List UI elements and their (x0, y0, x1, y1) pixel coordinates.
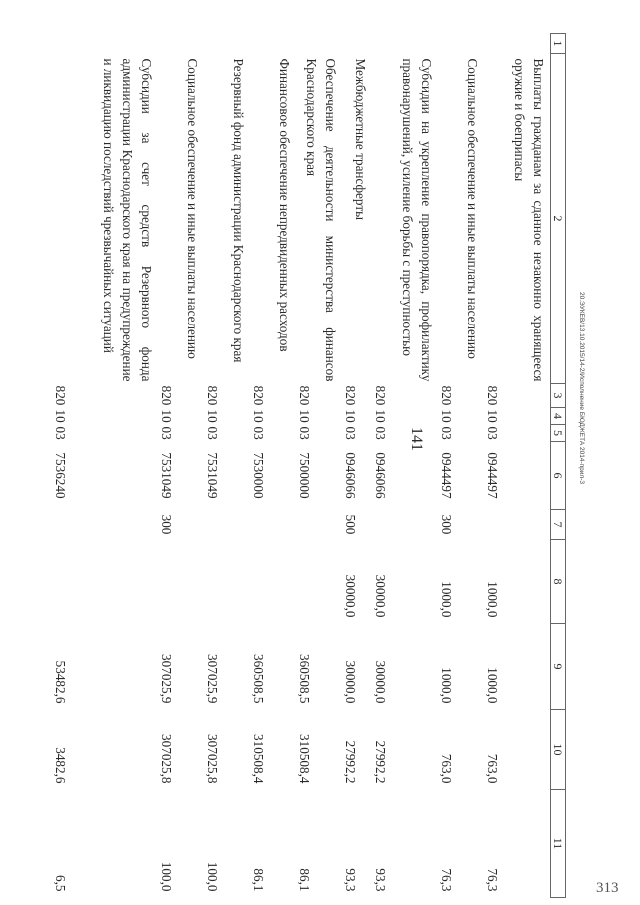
value-updated: 30000,0 (343, 660, 358, 704)
row-name: Социальное обеспечение и иные выплаты населению (465, 58, 480, 359)
value-actual: 763,0 (485, 753, 500, 784)
value-updated: 307025,9 (205, 654, 220, 704)
value-updated: 360508,5 (297, 654, 312, 704)
value-updated: 307025,9 (159, 654, 174, 704)
value-actual: 27992,2 (373, 740, 388, 784)
value-percent: 93,3 (373, 868, 388, 892)
value-updated: 30000,0 (373, 660, 388, 704)
value-plan (250, 540, 296, 624)
table-row (438, 34, 484, 898)
code-expense-type (484, 510, 551, 540)
page-number-bottom: 313 (596, 880, 619, 896)
value-percent: 100,0 (159, 861, 174, 892)
code-expense-type (250, 510, 296, 540)
code-subsection: 03 (485, 426, 500, 440)
value-actual: 310508,4 (251, 734, 266, 784)
value-plan: 1000,0 (439, 581, 454, 618)
code-expense-type (372, 510, 438, 540)
code-target: 7531049 (159, 452, 174, 499)
value-actual: 3482,6 (53, 747, 68, 784)
header-cell: 4 (551, 408, 566, 425)
table-row (52, 34, 158, 898)
code-section: 10 (205, 409, 220, 423)
code-expense-type: 300 (159, 514, 174, 535)
row-name: Субсидии за счет средств Резервного фонда администрации Краснодарского края на предупреждение и ликвидацию последствий чрезвычайных ситуаций (101, 58, 154, 382)
value-actual: 307025,8 (159, 734, 174, 784)
value-percent: 86,1 (251, 868, 266, 892)
code-admin: 820 (343, 385, 358, 406)
code-expense-type: 500 (343, 514, 358, 535)
code-expense-type: 300 (439, 514, 454, 535)
code-admin: 820 (53, 385, 68, 406)
code-subsection: 03 (251, 426, 266, 440)
row-name: Межбюджетные трансферты (353, 58, 368, 220)
value-plan (158, 540, 204, 624)
value-updated: 53482,6 (53, 660, 68, 704)
header-cell: 3 (551, 384, 566, 408)
row-name: Социальное обеспечение и иные выплаты населению (185, 58, 200, 359)
header-cell: 10 (551, 710, 566, 790)
code-section: 10 (159, 409, 174, 423)
code-section: 10 (53, 409, 68, 423)
code-target: 7531049 (205, 452, 220, 499)
value-actual: 763,0 (439, 753, 454, 784)
code-admin: 820 (485, 385, 500, 406)
value-percent: 6,5 (53, 875, 68, 892)
value-plan: 1000,0 (485, 581, 500, 618)
code-target: 0944497 (485, 452, 500, 499)
header-cell: 9 (551, 624, 566, 710)
header-row (551, 34, 566, 898)
code-subsection: 03 (343, 426, 358, 440)
code-admin: 820 (297, 385, 312, 406)
value-plan (204, 540, 250, 624)
header-cell: 7 (551, 510, 566, 540)
code-admin: 820 (439, 385, 454, 406)
table-row (342, 34, 372, 898)
row-name: Финансовое обеспечение непредвиденных расходов (277, 58, 292, 352)
value-plan (296, 540, 342, 624)
code-target: 7530000 (251, 452, 266, 499)
value-percent: 86,1 (297, 868, 312, 892)
table-row (250, 34, 296, 898)
code-expense-type (52, 510, 158, 540)
header-cell: 5 (551, 425, 566, 442)
code-target: 0946066 (373, 452, 388, 499)
value-actual: 307025,8 (205, 734, 220, 784)
code-target: 7536240 (53, 452, 68, 499)
value-percent: 76,3 (439, 868, 454, 892)
code-section: 10 (373, 409, 388, 423)
row-name: Обеспечение деятельности министерства финансов Краснодарского края (304, 58, 338, 382)
value-updated: 1000,0 (439, 667, 454, 704)
header-cell: 1 (551, 34, 566, 54)
page-number-top: 141 (408, 427, 425, 451)
header-cell: 2 (551, 54, 566, 384)
code-section: 10 (297, 409, 312, 423)
value-percent: 93,3 (343, 868, 358, 892)
code-admin: 820 (205, 385, 220, 406)
code-section: 10 (439, 409, 454, 423)
code-expense-type (296, 510, 342, 540)
row-name: Выплаты гражданам за сданное незаконно хранящееся оружие и боеприпасы (512, 58, 546, 382)
table-row (372, 34, 438, 898)
header-cell: 11 (551, 790, 566, 898)
code-target: 0944497 (439, 452, 454, 499)
code-subsection: 03 (53, 426, 68, 440)
rotated-table-wrapper (53, 33, 566, 892)
table-row (296, 34, 342, 898)
code-target: 7500000 (297, 452, 312, 499)
code-target: 0946066 (343, 452, 358, 499)
code-subsection: 03 (159, 426, 174, 440)
header-cell: 6 (551, 442, 566, 510)
value-actual: 27992,2 (343, 740, 358, 784)
value-percent: 76,3 (485, 868, 500, 892)
value-plan: 30000,0 (343, 574, 358, 618)
code-admin: 820 (251, 385, 266, 406)
budget-table (52, 33, 566, 898)
code-section: 10 (485, 409, 500, 423)
code-expense-type (204, 510, 250, 540)
row-name: Субсидии на укрепление правопорядка, профилактику правонарушений, усиление борьбы с преступностью (400, 58, 434, 382)
value-actual: 310508,4 (297, 734, 312, 784)
row-name: Резервный фонд администрации Краснодарского края (231, 58, 246, 363)
code-section: 10 (251, 409, 266, 423)
header-cell: 8 (551, 540, 566, 624)
table-row (158, 34, 204, 898)
code-admin: 820 (373, 385, 388, 406)
value-updated: 360508,5 (251, 654, 266, 704)
code-subsection: 03 (439, 426, 454, 440)
value-percent: 100,0 (205, 861, 220, 892)
code-subsection: 03 (373, 426, 388, 440)
table-row (204, 34, 250, 898)
footer-file-code: 20.ЭУКЕВ/13.10.2015/14-2/Исполнение БЮДЖЕТА 2014-прил-3 (578, 292, 585, 484)
code-section: 10 (343, 409, 358, 423)
value-plan: 30000,0 (373, 574, 388, 618)
code-admin: 820 (159, 385, 174, 406)
code-subsection: 03 (297, 426, 312, 440)
code-subsection: 03 (205, 426, 220, 440)
value-updated: 1000,0 (485, 667, 500, 704)
value-plan (52, 540, 158, 624)
table-row (484, 34, 551, 898)
